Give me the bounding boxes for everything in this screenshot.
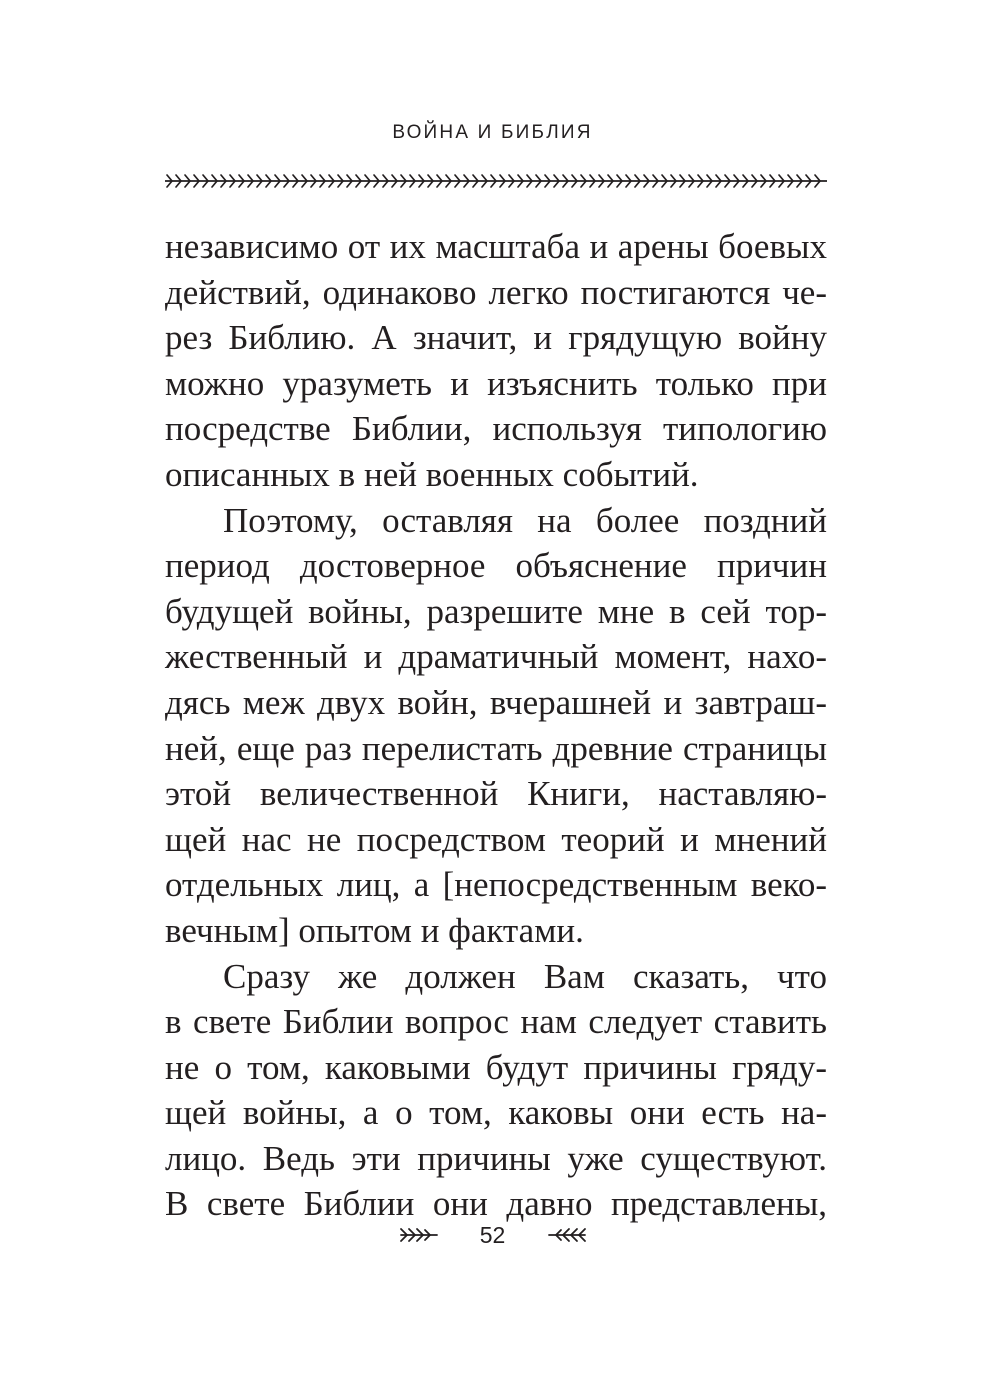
text-line: не о том, каковыми будут причины гряду-	[165, 1047, 827, 1087]
paragraph	[165, 224, 827, 498]
text-line: можно уразуметь и изъяснить только при	[165, 363, 827, 403]
text-line: рез Библию. А значит, и грядущую войну	[165, 318, 827, 358]
text-line: действий, одинаково легко постигаются че-	[165, 272, 827, 312]
text-line: ней, еще раз перелистать древние страницы	[165, 728, 827, 768]
text-line: посредстве Библии, используя типологию	[165, 409, 827, 449]
text-line: описанных в ней военных событий.	[165, 454, 699, 494]
text-line: В свете Библии они давно представлены,	[165, 1184, 827, 1224]
text-line: Поэтому, оставляя на более поздний	[223, 500, 827, 540]
text-line: отдельных лиц, а [непосредственным веко-	[165, 865, 827, 905]
ornament-rule	[165, 170, 827, 192]
text-line: вечным] опытом и фактами.	[165, 910, 584, 950]
page-number: 52	[479, 1221, 506, 1248]
text-line: будущей войны, разрешите мне в сей тор-	[165, 591, 827, 631]
left-folio-ornament	[399, 1225, 439, 1245]
text-line: Сразу же должен Вам сказать, что	[223, 956, 827, 996]
text-line: дясь меж двух войн, вчерашней и завтраш-	[165, 682, 827, 722]
text-line: щей нас не посредством теорий и мнений	[165, 819, 827, 859]
text-line: жественный и драматичный момент, нахо-	[165, 637, 827, 677]
body-text	[165, 224, 827, 1227]
text-line: в свете Библии вопрос нам следует ставить	[165, 1002, 827, 1042]
text-line: период достоверное объяснение причин	[165, 546, 827, 586]
text-line: этой величественной Книги, наставляю-	[165, 774, 827, 814]
text-line: независимо от их масштаба и арены боевых	[165, 227, 827, 266]
running-head: ВОЙНА И БИБЛИЯ	[392, 122, 593, 143]
paragraph	[165, 954, 827, 1228]
text-line: лицо. Ведь эти причины уже существуют.	[165, 1138, 827, 1178]
right-folio-ornament	[547, 1225, 587, 1245]
text-line: щей войны, а о том, каковы они есть на-	[165, 1093, 827, 1133]
paragraph	[165, 498, 827, 954]
folio	[0, 1218, 985, 1252]
